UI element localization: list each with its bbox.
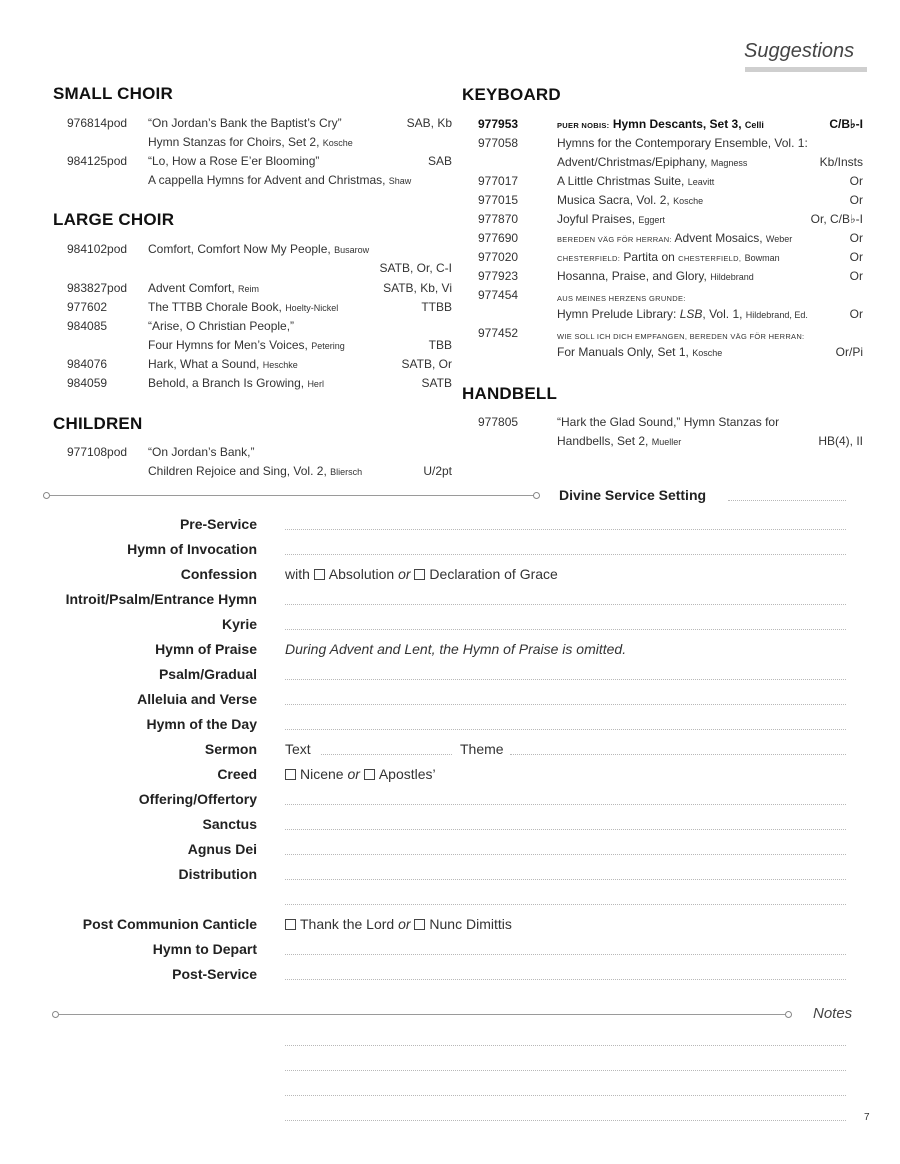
item-voicing: C/B♭-I [829, 117, 863, 131]
item-number: 977923 [478, 269, 519, 283]
sermon-theme-field[interactable] [510, 754, 846, 755]
post-communion-options: Thank the Lord or Nunc Dimittis [285, 916, 512, 932]
item-number: 977953 [478, 117, 519, 131]
label-introit: Introit/Psalm/Entrance Hymn [65, 591, 257, 607]
item-number: 977017 [478, 174, 519, 188]
item-number: 977020 [478, 250, 519, 264]
nunc-dimittis-checkbox[interactable] [414, 919, 425, 930]
item-number: 976814pod [67, 116, 128, 130]
item-voicing: Or [849, 307, 863, 321]
item-title: CHESTERFIELD: Partita on CHESTERFIELD, Bowman [557, 250, 780, 264]
hymn-of-the-day-field[interactable] [285, 729, 846, 730]
page-number: 7 [864, 1112, 870, 1123]
divider-end-circle [43, 492, 50, 499]
absolution-checkbox[interactable] [314, 569, 325, 580]
item-voicing: U/2pt [423, 464, 452, 478]
sermon-text-field[interactable] [321, 754, 452, 755]
creed-options: Nicene or Apostles’ [285, 766, 436, 782]
label-hymn-of-the-day: Hymn of the Day [146, 716, 257, 732]
item-voicing: Kb/Insts [819, 155, 863, 169]
label-distribution: Distribution [178, 866, 257, 882]
item-collection: Advent/Christmas/Epiphany, Magness [557, 155, 748, 169]
agnus-dei-field[interactable] [285, 854, 846, 855]
item-voicing: TTBB [421, 300, 452, 314]
item-number: 977602 [67, 300, 108, 314]
keyboard-heading: KEYBOARD [462, 85, 561, 104]
item-voicing: Or/Pi [835, 345, 863, 359]
item-voicing: Or [849, 193, 863, 207]
item-collection: Hymn Stanzas for Choirs, Set 2, Kosche [148, 135, 353, 149]
item-number: 977454 [478, 288, 519, 302]
item-voicing: Or [849, 250, 863, 264]
item-title: Hark, What a Sound, Heschke [148, 357, 298, 371]
item-tune: WIE SOLL ICH DICH EMPFANGEN, BEREDEN VÄG FÖR HERRAN: [557, 332, 805, 341]
label-post-communion: Post Communion Canticle [82, 916, 257, 932]
hymn-to-depart-field[interactable] [285, 954, 846, 955]
hymn-of-praise-note: During Advent and Lent, the Hymn of Praise is omitted. [285, 641, 627, 657]
item-number: 984102pod [67, 242, 128, 256]
label-confession: Confession [180, 566, 257, 582]
item-number: 977108pod [67, 445, 128, 459]
item-voicing: SAB, Kb [406, 116, 452, 130]
sermon-theme-label: Theme [460, 741, 504, 757]
item-voicing: HB(4), II [818, 434, 863, 448]
notes-line[interactable] [285, 1120, 846, 1121]
item-collection: Four Hymns for Men’s Voices, Petering [148, 338, 345, 352]
item-tune: AUS MEINES HERZENS GRUNDE: [557, 294, 686, 303]
item-title: “Arise, O Christian People,” [148, 319, 295, 333]
item-voicing: SATB, Or [401, 357, 452, 371]
introit-field[interactable] [285, 604, 846, 605]
item-title: BEREDEN VÄG FÖR HERRAN: Advent Mosaics, Weber [557, 231, 793, 245]
divider-end-circle [533, 492, 540, 499]
service-divider [50, 495, 534, 496]
thank-the-lord-checkbox[interactable] [285, 919, 296, 930]
item-number: 977058 [478, 136, 519, 150]
label-hymn-to-depart: Hymn to Depart [152, 941, 257, 957]
sanctus-field[interactable] [285, 829, 846, 830]
item-voicing: SATB [421, 376, 452, 390]
confession-options: with Absolution or Declaration of Grace [285, 566, 558, 582]
notes-line[interactable] [285, 1045, 846, 1046]
label-sermon: Sermon [204, 741, 257, 757]
item-number: 977870 [478, 212, 519, 226]
small-choir-heading: SMALL CHOIR [53, 84, 173, 103]
apostles-checkbox[interactable] [364, 769, 375, 780]
label-sanctus: Sanctus [202, 816, 257, 832]
label-kyrie: Kyrie [221, 616, 257, 632]
handbell-heading: HANDBELL [462, 384, 558, 403]
distribution-field[interactable] [285, 879, 846, 880]
item-voicing: Or [849, 174, 863, 188]
hymn-of-invocation-field[interactable] [285, 554, 846, 555]
item-title: Advent Comfort, Reim [148, 281, 260, 295]
item-number: 977690 [478, 231, 519, 245]
item-number: 984059 [67, 376, 108, 390]
item-title: “Lo, How a Rose E’er Blooming” [148, 154, 320, 168]
nicene-checkbox[interactable] [285, 769, 296, 780]
item-number: 984125pod [67, 154, 128, 168]
item-title: Hymn Prelude Library: LSB, Vol. 1, Hildebrand, Ed. [557, 307, 808, 321]
item-title: PUER NOBIS: Hymn Descants, Set 3, Celli [557, 117, 764, 131]
service-setting-title: Divine Service Setting [559, 487, 707, 503]
offering-field[interactable] [285, 804, 846, 805]
item-title: The TTBB Chorale Book, Hoelty-Nickel [148, 300, 339, 314]
children-heading: CHILDREN [53, 414, 143, 433]
psalm-gradual-field[interactable] [285, 679, 846, 680]
label-post-service: Post-Service [172, 966, 257, 982]
item-title: “Hark the Glad Sound,” Hymn Stanzas for [557, 415, 780, 429]
alleluia-field[interactable] [285, 704, 846, 705]
item-number: 983827pod [67, 281, 128, 295]
item-title: Comfort, Comfort Now My People, Busarow [148, 242, 370, 256]
label-hymn-of-praise: Hymn of Praise [155, 641, 257, 657]
kyrie-field[interactable] [285, 629, 846, 630]
label-alleluia: Alleluia and Verse [137, 691, 257, 707]
service-setting-fill-line[interactable] [728, 500, 846, 501]
notes-line[interactable] [285, 1070, 846, 1071]
sermon-text-label: Text [285, 741, 311, 757]
item-voicing: Or [849, 231, 863, 245]
page-header-title: Suggestions [744, 40, 855, 62]
label-pre-service: Pre-Service [179, 516, 257, 532]
divider-end-circle [785, 1011, 792, 1018]
label-agnus-dei: Agnus Dei [187, 841, 257, 857]
item-title: “On Jordan’s Bank,” [148, 445, 255, 459]
label-offering: Offering/Offertory [138, 791, 257, 807]
item-title: Behold, a Branch Is Growing, Herl [148, 376, 324, 390]
item-number: 984085 [67, 319, 108, 333]
item-collection: A cappella Hymns for Advent and Christmas, Shaw [148, 173, 412, 187]
label-hymn-of-invocation: Hymn of Invocation [127, 541, 257, 557]
header-rule [745, 67, 867, 72]
item-number: 984076 [67, 357, 108, 371]
item-title: Joyful Praises, Eggert [557, 212, 665, 226]
label-creed: Creed [217, 766, 257, 782]
notes-divider [59, 1014, 785, 1015]
item-title: Hosanna, Praise, and Glory, Hildebrand [557, 269, 754, 283]
post-service-field[interactable] [285, 979, 846, 980]
item-number: 977015 [478, 193, 519, 207]
label-psalm-gradual: Psalm/Gradual [158, 666, 257, 682]
declaration-checkbox[interactable] [414, 569, 425, 580]
item-voicing: Or [849, 269, 863, 283]
item-number: 977452 [478, 326, 519, 340]
item-voicing: TBB [428, 338, 452, 352]
item-title: Hymns for the Contemporary Ensemble, Vol. 1: [557, 136, 808, 150]
item-title: “On Jordan’s Bank the Baptist’s Cry” [148, 116, 342, 130]
divider-end-circle [52, 1011, 59, 1018]
item-title: A Little Christmas Suite, Leavitt [557, 174, 715, 188]
item-voicing: SATB, Kb, Vi [383, 281, 452, 295]
notes-title: Notes [813, 1005, 853, 1022]
item-collection: Children Rejoice and Sing, Vol. 2, Bliersch [148, 464, 363, 478]
item-voicing: Or, C/B♭-I [810, 212, 863, 226]
item-title: For Manuals Only, Set 1, Kosche [557, 345, 723, 359]
notes-line[interactable] [285, 1095, 846, 1096]
item-voicing: SAB [427, 154, 452, 168]
large-choir-heading: LARGE CHOIR [53, 210, 175, 229]
distribution-field-2[interactable] [285, 904, 846, 905]
item-voicing: SATB, Or, C-I [379, 261, 452, 275]
pre-service-field[interactable] [285, 529, 846, 530]
item-title: Musica Sacra, Vol. 2, Kosche [557, 193, 704, 207]
item-number: 977805 [478, 415, 519, 429]
item-collection: Handbells, Set 2, Mueller [557, 434, 682, 448]
